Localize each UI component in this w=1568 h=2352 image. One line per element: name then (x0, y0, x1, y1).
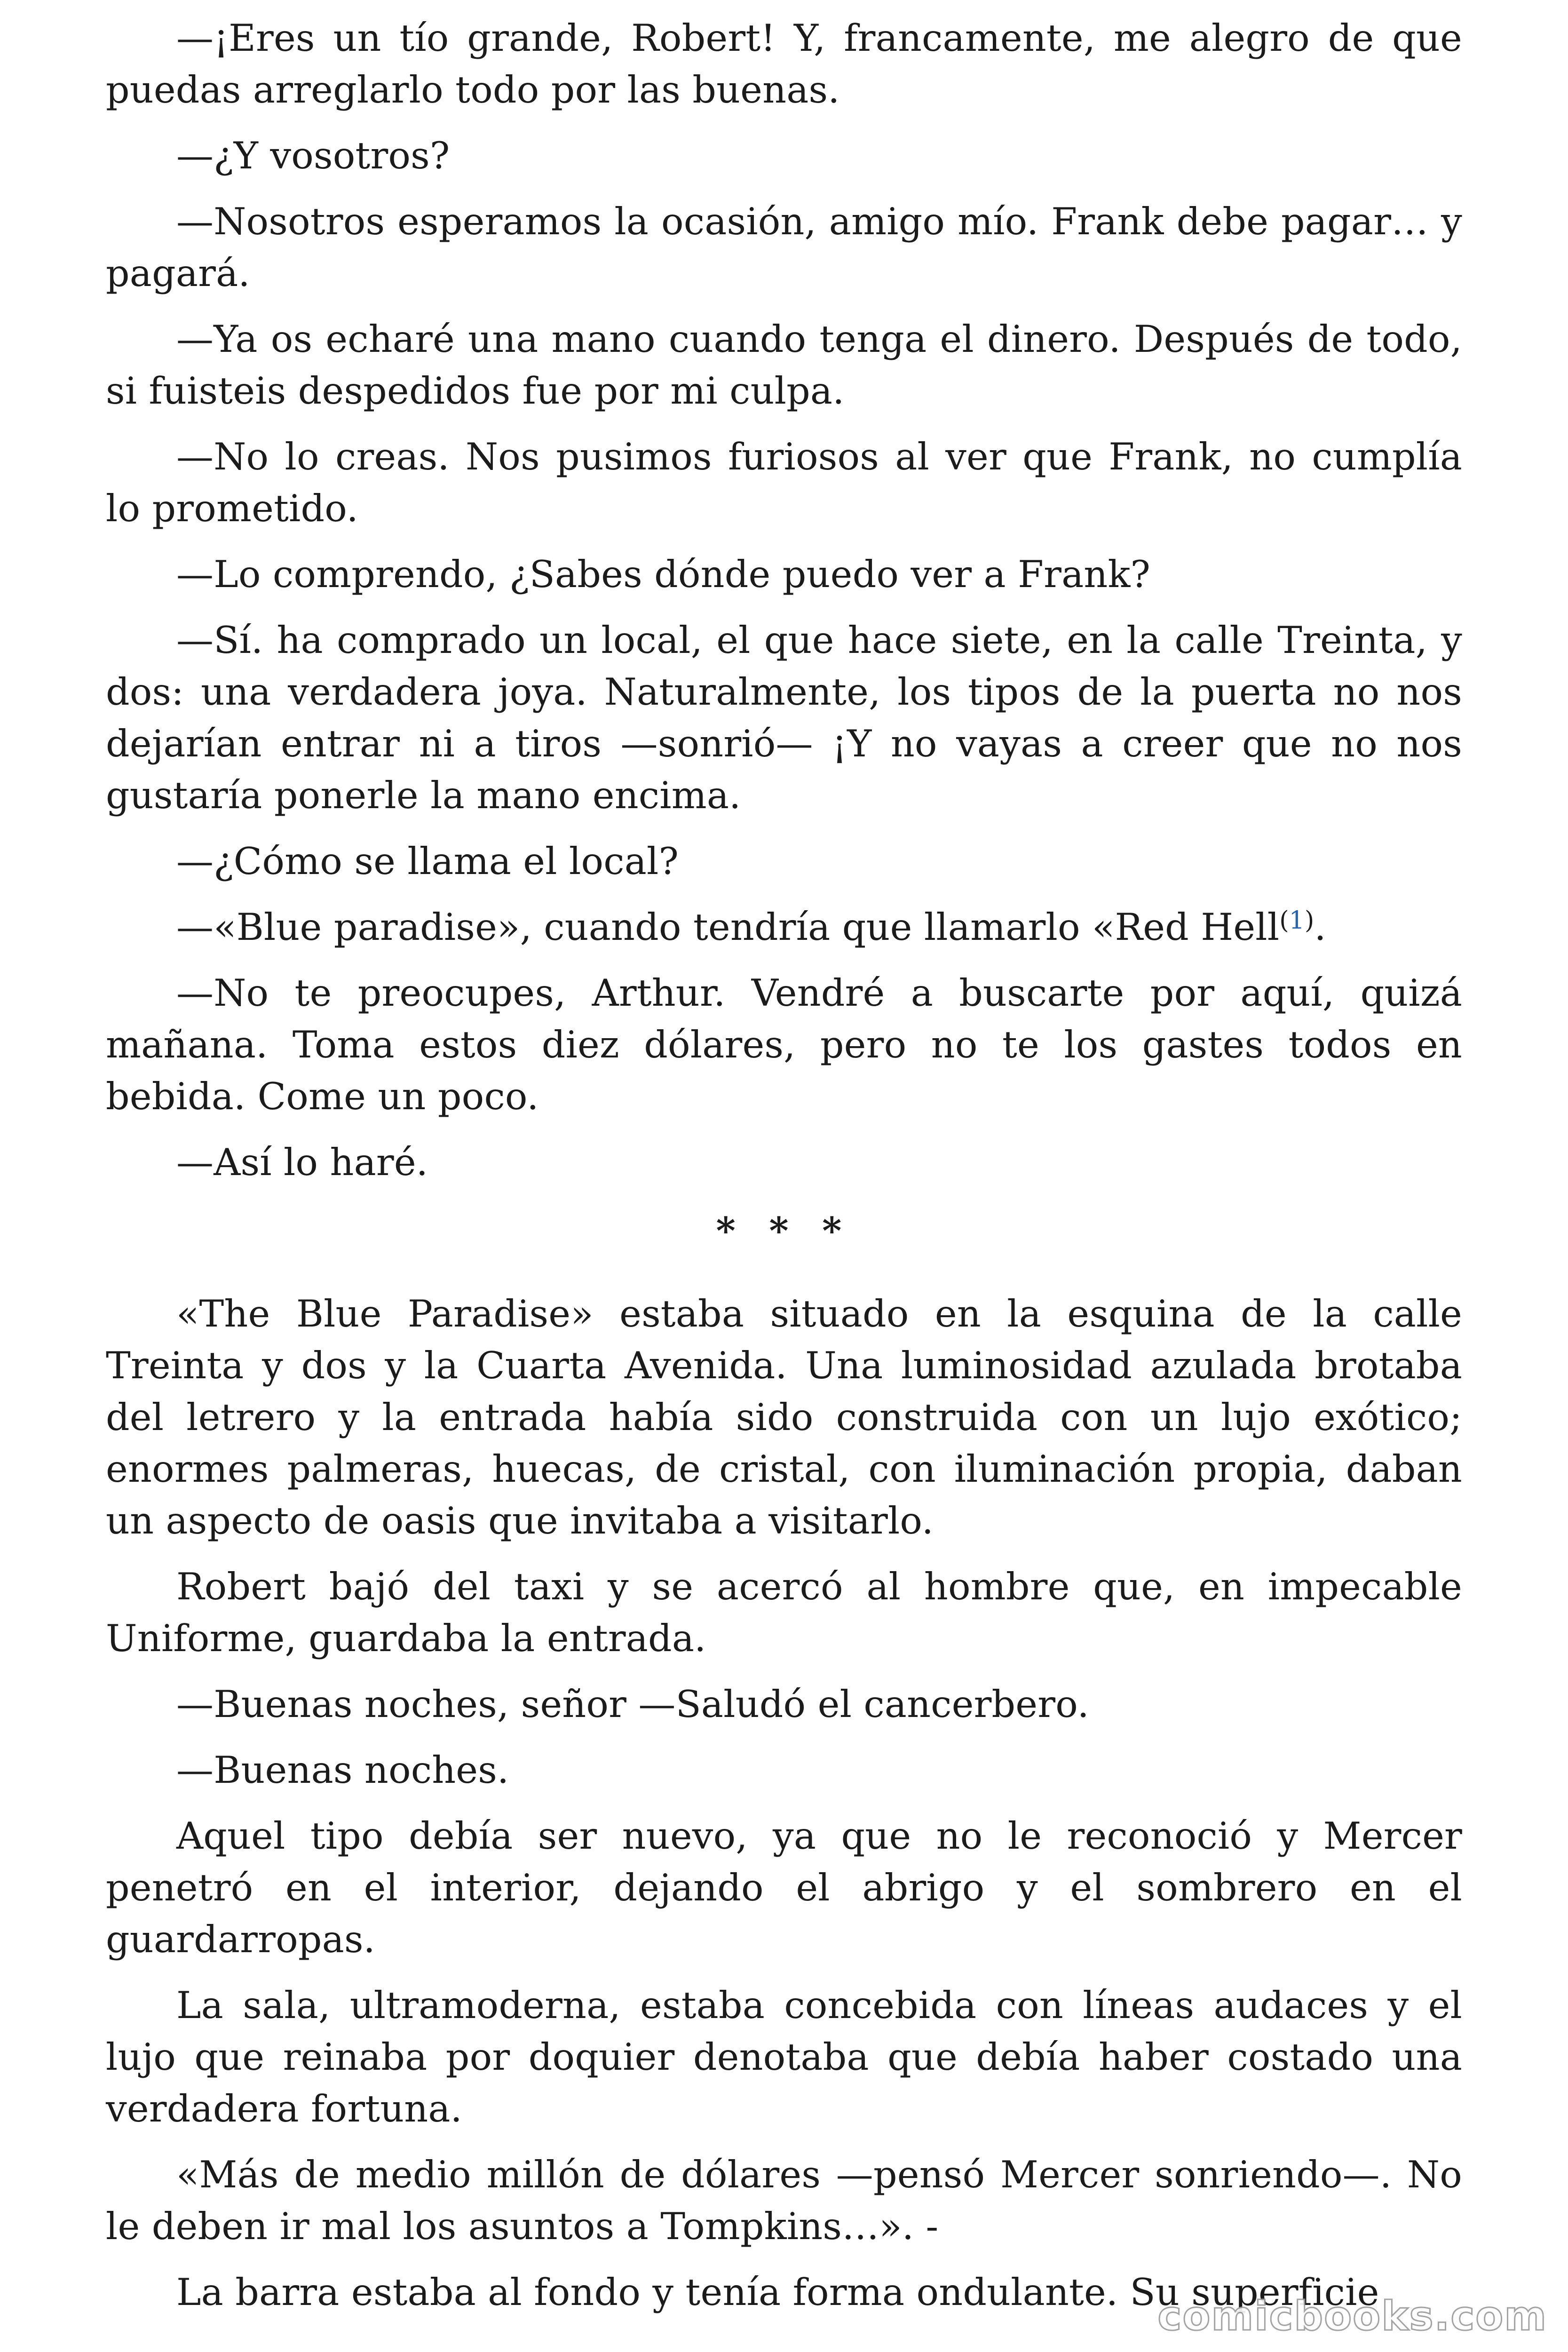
paragraph: «The Blue Paradise» estaba situado en la esquina de la calle Treinta y dos y la Cuarta Avenida. Una luminosidad azulada brotaba del letrero y la entrada había sido construida con un lujo exótico; enormes palmeras, huecas, de cristal, con iluminación propia, daban un aspecto de oasis que invitaba a visitarlo. (106, 1292, 1462, 1542)
footnote-number: 1 (1289, 906, 1305, 935)
paragraph: —Así lo haré. (176, 1141, 428, 1184)
watermark-logo: comicbooks.com (1157, 2293, 1547, 2340)
paragraph: La sala, ultramoderna, estaba concebida con líneas audaces y el lujo que reinaba por doquier denotaba que debía haber costado una verdadera fortuna. (106, 1984, 1462, 2130)
paragraph: —Ya os echaré una mano cuando tenga el dinero. Después de todo, si fuisteis despedidos fue por mi culpa. (106, 318, 1462, 413)
paragraph: —No te preocupes, Arthur. Vendré a buscarte por aquí, quizá mañana. Toma estos diez dólares, pero no te los gastes todos en bebida. Come un poco. (106, 971, 1462, 1118)
paragraph: —Sí. ha comprado un local, el que hace siete, en la calle Treinta, y dos: una verdadera joya. Naturalmente, los tipos de la puerta no nos dejarían entrar ni a tiros —sonrió— ¡Y no vayas a creer que no nos gustaría ponerle la mano encima. (106, 619, 1462, 817)
paragraph: Robert bajó del taxi y se acercó al hombre que, en impecable Uniforme, guardaba la entrada. (106, 1565, 1462, 1660)
paragraph-with-footnote (106, 901, 1462, 953)
paragraph: Aquel tipo debía ser nuevo, ya que no le reconoció y Mercer penetró en el interior, dejando el abrigo y el sombrero en el guardarropas. (106, 1814, 1462, 1961)
footnote-reference-link[interactable] (1279, 906, 1314, 935)
paragraph: —No lo creas. Nos pusimos furiosos al ver que Frank, no cumplía lo prometido. (106, 435, 1462, 530)
footnote-open-paren: ( (1279, 906, 1289, 935)
paragraph: —¿Y vosotros? (176, 134, 450, 177)
paragraph: —¿Cómo se llama el local? (176, 840, 679, 883)
scene-separator: * * * (716, 1209, 852, 1253)
paragraph: La barra estaba al fondo y tenía forma ondulante. Su superficie (176, 2271, 1379, 2314)
footnote-paragraph-end: . (1314, 906, 1326, 949)
paragraph: —Lo comprendo, ¿Sabes dónde puedo ver a Frank? (176, 553, 1151, 596)
paragraph: —Buenas noches, señor —Saludó el cancerbero. (176, 1683, 1089, 1726)
paragraph: —Buenas noches. (176, 1748, 509, 1792)
document-page (106, 12, 1462, 2332)
paragraph: —¡Eres un tío grande, Robert! Y, francamente, me alegro de que puedas arreglarlo todo por las buenas. (106, 16, 1462, 111)
paragraph: «Más de medio millón de dólares —pensó Mercer sonriendo—. No le deben ir mal los asuntos a Tompkins…». - (106, 2153, 1462, 2248)
paragraph: —Nosotros esperamos la ocasión, amigo mío. Frank debe pagar… y pagará. (106, 200, 1462, 295)
footnote-paragraph-text: —«Blue paradise», cuando tendría que llamarlo «Red Hell (176, 906, 1280, 949)
footnote-close-paren: ) (1305, 906, 1315, 935)
